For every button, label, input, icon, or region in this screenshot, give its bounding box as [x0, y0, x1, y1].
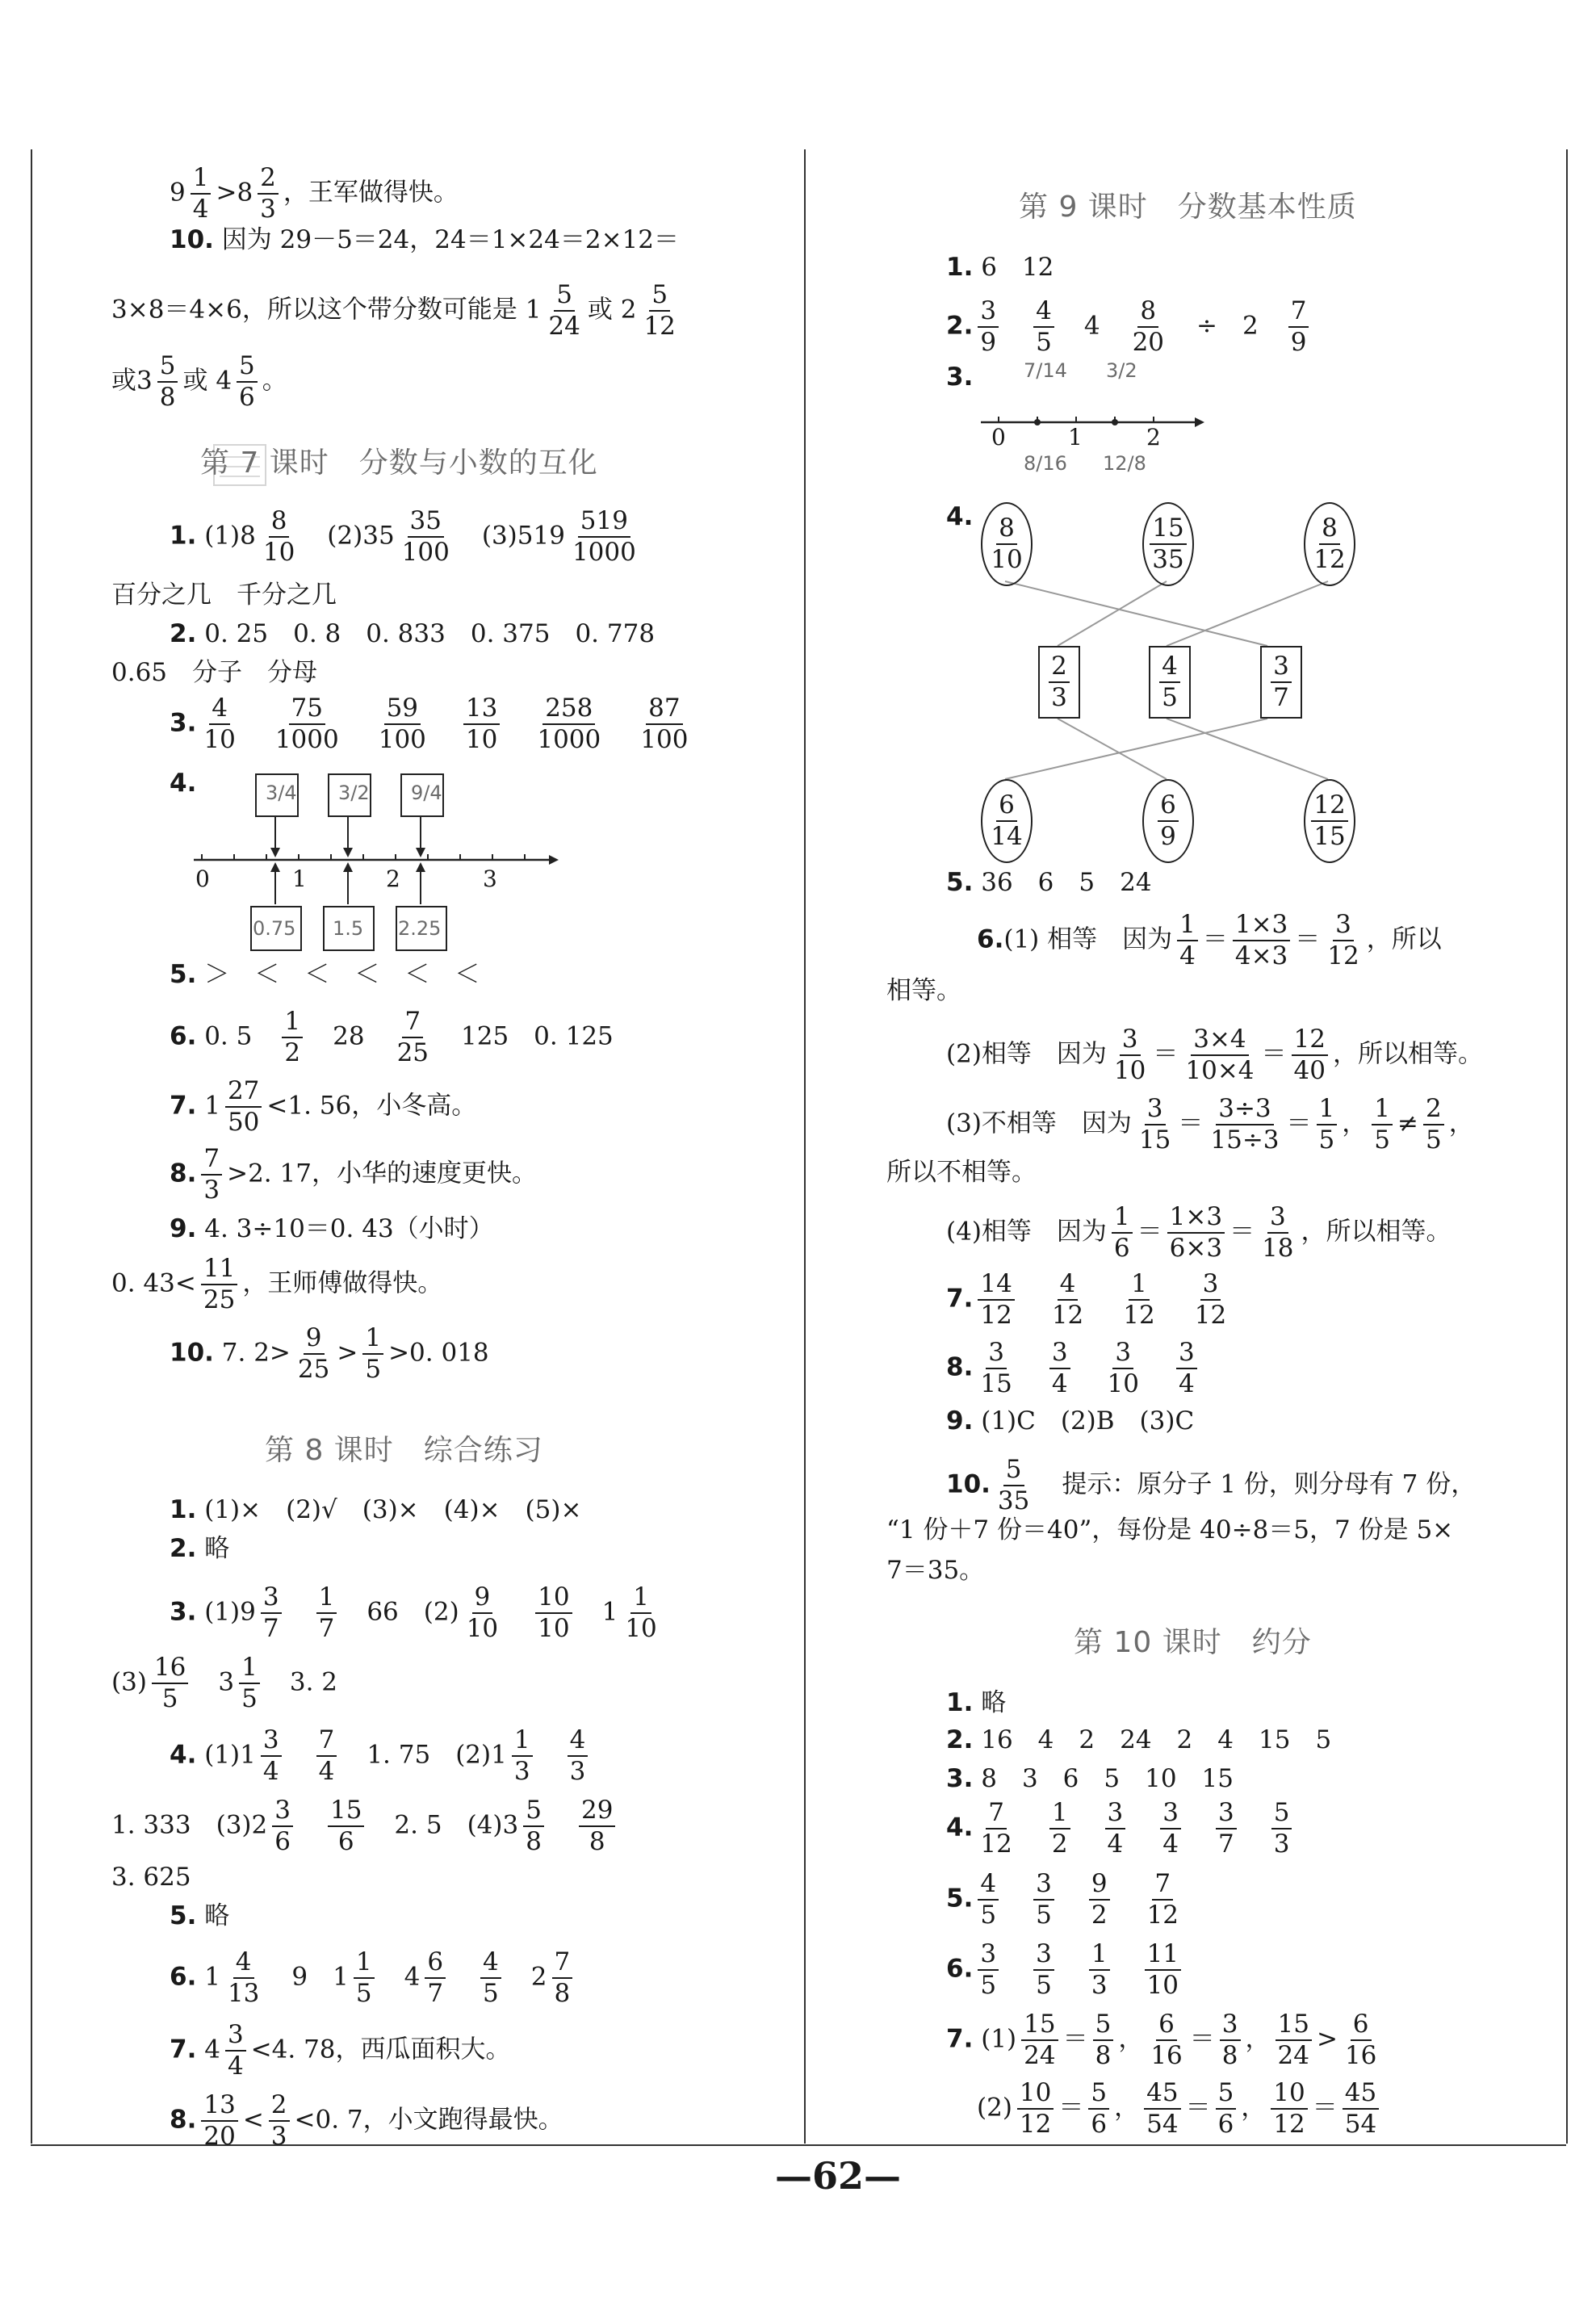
answer-line: 6. 0. 5 $\frac{1}{2}$ 28 $\frac{7}{25}$ 125 0. 125: [170, 1007, 614, 1067]
column-divider: [804, 149, 806, 2144]
watermark-stamp: [212, 442, 268, 488]
tick-label: 3: [483, 865, 497, 892]
handwritten-fraction: 3/2: [1106, 359, 1137, 382]
answer-line: (3)不相等 因为 $\frac{3}{15}$ ＝ $\frac{3\div 3}{15\div 3}$ ＝ $\frac{1}{5}$ ， $\frac{1}{5}$ ≠ $\frac{2}{5}$ ，: [946, 1094, 1474, 1155]
answer-line: 4. $\frac{7}{12}$ $\frac{1}{2}$ $\frac{3}{4}$ $\frac{3}{4}$ $\frac{3}{7}$ $\frac{5}{3}$: [946, 1800, 1296, 1857]
answer-line: 相等。: [886, 976, 961, 1005]
answer-line: 2. 略: [170, 1534, 230, 1563]
section-title: 第 7 课时 分数与小数的互化: [200, 446, 598, 480]
answer-line: 百分之几 千分之几: [111, 580, 337, 610]
boxed-fraction: 2 3: [1038, 646, 1080, 719]
answer-line: 5. ＞ ＜ ＜ ＜ ＜ ＜: [170, 960, 480, 989]
section-title: 第 9 课时 分数基本性质: [1019, 191, 1357, 224]
handwritten-fraction: 8/16: [1024, 452, 1067, 475]
answer-line: 3. $\frac{4}{10}$ $\frac{75}{1000}$ $\frac{59}{100}$ $\frac{13}{10}$ $\frac{258}{1000}$ $\frac{87}{100}$: [170, 694, 689, 754]
answer-line: 所以不相等。: [886, 1158, 1037, 1187]
oval-fraction: 6 9: [1142, 779, 1194, 863]
answer-line: 7. (1) $\frac{15}{24}$ ＝ $\frac{5}{8}$ ， $\frac{6}{16}$ ＝ $\frac{3}{8}$ ， $\frac{15}{24}$ > $\frac{6}{16}$: [946, 2010, 1377, 2070]
tick-label: 0: [991, 424, 1006, 451]
question-number: 4.: [946, 502, 974, 531]
oval-fraction: 15 35: [1142, 502, 1194, 586]
answer-line: 9. 4. 3÷10＝0. 43（小时）: [170, 1214, 494, 1243]
answer-line: 7. 4 $\frac{3}{4}$ <4. 78，西瓜面积大。: [170, 2020, 511, 2081]
oval-fraction: 12 15: [1304, 779, 1355, 863]
handwritten-decimal: 2.25: [398, 917, 442, 940]
answer-line: 4. (1)1 $\frac{3}{4}$ $\frac{7}{4}$ 1. 75 (2)1 $\frac{1}{3}$ $\frac{4}{3}$: [170, 1728, 593, 1784]
section-title: 第 10 课时 约分: [1074, 1626, 1312, 1659]
answer-line: 1. 333 (3)2 $\frac{3}{6}$ $\frac{15}{6}$ 2. 5 (4)3 $\frac{5}{8}$ $\frac{29}{8}$: [111, 1798, 620, 1855]
answer-line: 2. $\frac{3}{9}$ $\frac{4}{5}$ 4 $\frac{8}{20}$ ÷ 2 $\frac{7}{9}$: [946, 299, 1313, 355]
answer-line: 1. (1)8 $\frac{8}{10}$ (2)35 $\frac{35}{100}$ (3)519 $\frac{519}{1000}$: [170, 506, 636, 567]
boxed-fraction: 3 7: [1260, 646, 1302, 719]
tick-label: 0: [195, 865, 210, 892]
answer-line: 9 $\frac{1}{4}$ >8 $\frac{2}{3}$ ，王军做得快。: [170, 163, 459, 224]
answer-line: 8. $\frac{3}{15}$ $\frac{3}{4}$ $\frac{3}{10}$ $\frac{3}{4}$: [946, 1340, 1202, 1397]
number-line: [186, 815, 557, 912]
answer-line: 8. $\frac{7}{3}$ >2. 17，小华的速度更快。: [170, 1144, 537, 1205]
answer-line: 3×8＝4×6，所以这个带分数可能是 1 $\frac{5}{24}$ 或 2 $\frac{5}{12}$: [111, 280, 676, 341]
tick-label: 1: [292, 865, 307, 892]
right-border: [1566, 149, 1568, 2144]
answer-line: 2. 16 4 2 24 2 4 15 5: [946, 1725, 1332, 1754]
tick-label: 1: [1068, 424, 1083, 451]
answer-line: 9. (1)C (2)B (3)C: [946, 1406, 1195, 1436]
answer-line: 10. 7. 2> $\frac{9}{25}$ > $\frac{1}{5}$ >0. 018: [170, 1323, 489, 1384]
answer-line: 1. (1)× (2)√ (3)× (4)× (5)×: [170, 1495, 582, 1524]
boxed-fraction: 4 5: [1149, 646, 1191, 719]
tick-label: 2: [386, 865, 400, 892]
answer-line: 0. 43< $\frac{11}{25}$ ，王师傅做得快。: [111, 1254, 443, 1314]
handwritten-fraction: 12/8: [1103, 452, 1146, 475]
answer-line: 2. 0. 25 0. 8 0. 833 0. 375 0. 778: [170, 619, 656, 648]
answer-line: 7＝35。: [886, 1556, 985, 1585]
section-title: 第 8 课时 综合练习: [265, 1434, 543, 1467]
answer-line: 1. 略: [946, 1688, 1007, 1717]
oval-fraction: 8 12: [1304, 502, 1355, 586]
answer-line: 3. (1)9 $\frac{3}{7}$ $\frac{1}{7}$ 66 (2) $\frac{9}{10}$ $\frac{10}{10}$ 1 $\frac{1}{10}$: [170, 1582, 657, 1643]
handwritten-fraction: 3/4: [266, 782, 297, 804]
number-line: [977, 394, 1211, 451]
answer-line: 7. $\frac{14}{12}$ $\frac{4}{12}$ $\frac{1}{12}$ $\frac{3}{12}$: [946, 1269, 1227, 1330]
answer-line: 7. 1 $\frac{27}{50}$ <1. 56，小冬高。: [170, 1076, 477, 1137]
page-number: —62—: [775, 2154, 902, 2198]
answer-line: 1. 6 12: [946, 253, 1054, 282]
answer-line: 或3 $\frac{5}{8}$ 或 4 $\frac{5}{6}$ 。: [111, 351, 287, 412]
answer-line: 10. 因为 29－5＝24，24＝1×24＝2×12＝: [170, 225, 679, 254]
question-number: 3.: [946, 363, 974, 392]
oval-fraction: 6 14: [981, 779, 1033, 863]
answer-line: (4)相等 因为 $\frac{1}{6}$ ＝ $\frac{1\times 3}{6\times 3}$ ＝ $\frac{3}{18}$ ，所以相等。: [946, 1202, 1451, 1263]
answer-line: 5. 略: [170, 1901, 230, 1930]
handwritten-fraction: 7/14: [1024, 359, 1067, 382]
handwritten-fraction: 3/2: [338, 782, 370, 804]
handwritten-decimal: 0.75: [253, 917, 296, 940]
tick-label: 2: [1146, 424, 1161, 451]
handwritten-fraction: 9/4: [411, 782, 442, 804]
oval-fraction: 8 10: [981, 502, 1033, 586]
answer-line: 10. $\frac{5}{35}$ 提示：原分子 1 份，则分母有 7 份，: [946, 1455, 1477, 1515]
left-border: [31, 149, 32, 2144]
answer-line: 8. $\frac{13}{20}$ < $\frac{2}{3}$ <0. 7，小文跑得最快。: [170, 2090, 563, 2151]
answer-line: (2)相等 因为 $\frac{3}{10}$ ＝ $\frac{3\times 4}{10\times 4}$ ＝ $\frac{12}{40}$ ，所以相等。: [946, 1025, 1483, 1085]
answer-line: (3) $\frac{16}{5}$ 3 $\frac{1}{5}$ 3. 2: [111, 1653, 337, 1713]
answer-line: 5. $\frac{4}{5}$ $\frac{3}{5}$ $\frac{9}{2}$ $\frac{7}{12}$: [946, 1869, 1179, 1930]
answer-line: 6. 1 $\frac{4}{13}$ 9 1 $\frac{1}{5}$ 4 $\frac{6}{7}$ $\frac{4}{5}$ 2 $\frac{7}{8}$: [170, 1950, 577, 2006]
question-number: 4.: [170, 769, 197, 798]
answer-line: 5. 36 6 5 24: [946, 868, 1152, 897]
answer-line: 3. 8 3 6 5 10 15: [946, 1764, 1234, 1793]
handwritten-decimal: 1.5: [333, 917, 364, 940]
answer-line: (2) $\frac{10}{12}$ ＝ $\frac{5}{6}$ ， $\frac{45}{54}$ ＝ $\frac{5}{6}$ ， $\frac{10}{12}$ ＝ $\frac{45}{54}$: [977, 2081, 1384, 2137]
answer-line: 6.(1) 相等 因为 $\frac{1}{4}$ ＝ $\frac{1\times 3}{4\times 3}$ ＝ $\frac{3}{12}$ ，所以: [977, 910, 1442, 970]
answer-line: 6. $\frac{3}{5}$ $\frac{3}{5}$ $\frac{1}{3}$ $\frac{11}{10}$: [946, 1942, 1186, 1998]
answer-line: 0.65 分子 分母: [111, 658, 318, 687]
answer-line: “1 份＋7 份＝40”，每份是 40÷8＝5，7 份是 5×: [886, 1515, 1454, 1544]
answer-line: 3. 625: [111, 1863, 191, 1892]
